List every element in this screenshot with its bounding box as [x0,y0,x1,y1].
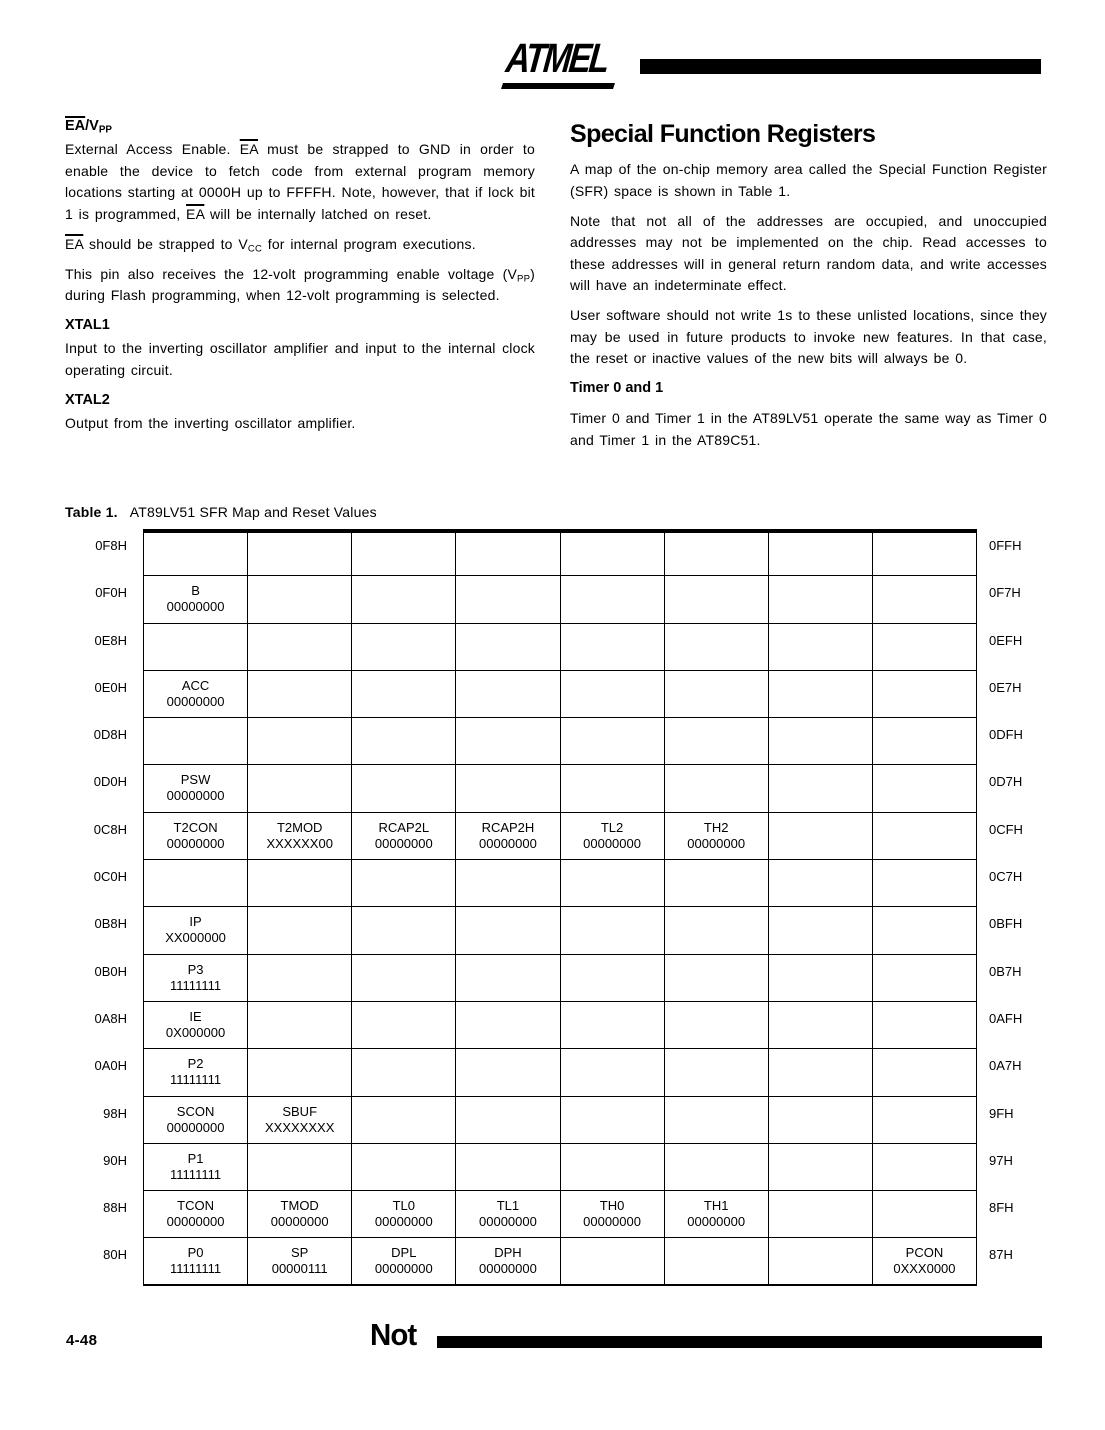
table-row [59,860,1023,907]
sfr-cell [144,813,248,859]
sfr-cell [873,1238,976,1283]
row-cells [143,907,977,954]
sfr-cell-empty [456,955,560,1001]
sfr-cell-empty [769,1238,873,1283]
sfr-cell-empty [769,1144,873,1190]
sfr-register-name: DPH [494,1245,522,1261]
sfr-cell-empty [873,533,976,575]
atmel-logo-text: ATMEL [503,35,610,81]
table-row [59,671,1023,718]
sfr-cell-empty [561,1097,665,1143]
sfr-cell-empty [352,860,456,906]
sfr-reset-value: 00000000 [687,835,746,851]
row-cells [143,1191,977,1238]
atmel-logo-underline [501,83,615,89]
footer-partial-text: Not [370,1317,417,1352]
row-cells [143,529,977,576]
sfr-register-name: TL0 [392,1198,416,1214]
row-address-left: 0E8H [94,632,127,648]
row-address-right: 0DFH [989,727,1023,743]
sfr-cell-empty [352,533,456,575]
row-cells [143,955,977,1002]
sfr-register-name: P1 [187,1150,204,1166]
paragraph: External Access Enable. $\overline{EA}$ must be strapped to GND in order to enable the device to fetch code from external program memory locations starting at 0000H up to FFFFH. Note, however, that if lock bit 1 is programmed, $\overline{EA}$ will be internally latched on reset. [65,141,535,222]
sfr-reset-value: 00000000 [166,599,225,615]
row-cells [143,765,977,812]
row-cells [143,1238,977,1285]
table-row [59,1191,1023,1238]
sfr-cell [144,1191,248,1237]
sfr-cell-empty [456,1049,560,1095]
sfr-cell [248,1097,352,1143]
heading-xtal1: XTAL1 [65,317,110,333]
sfr-cell-empty [561,576,665,622]
paragraph: Input to the inverting oscillator amplifier and input to the internal clock operating circuit. [65,340,535,378]
sfr-cell-empty [561,624,665,670]
sfr-cell-empty [248,624,352,670]
sfr-cell-empty [665,1049,769,1095]
row-cells [143,1097,977,1144]
sfr-reset-value: 11111111 [170,1072,222,1088]
sfr-cell-empty [248,576,352,622]
sfr-reset-value: XXXXXX00 [266,835,333,851]
sfr-cell-empty [456,1144,560,1190]
sfr-cell-empty [248,765,352,811]
table-row [59,1238,1023,1285]
section-title: Special Function Registers [570,120,876,148]
subsection-title: Timer 0 and 1 [570,380,664,396]
sfr-reset-value: 00000000 [479,835,537,851]
row-cells [143,624,977,671]
sfr-register-name: TCON [177,1198,214,1214]
sfr-cell [248,813,352,859]
sfr-cell-empty [665,860,769,906]
sfr-cell-empty [769,671,873,717]
row-cells [143,718,977,765]
sfr-cell [144,907,248,953]
sfr-reset-value: 11111111 [170,1261,222,1277]
sfr-register-name: B [191,583,200,599]
row-address-left: 0C0H [93,869,127,885]
sfr-cell-empty [769,765,873,811]
sfr-reset-value: 00000000 [479,1261,537,1277]
sfr-cell-empty [665,624,769,670]
sfr-cell-empty [561,1002,665,1048]
row-address-left: 90H [103,1152,127,1168]
sfr-cell-empty [769,860,873,906]
sfr-cell [456,1238,560,1283]
paragraph: Output from the inverting oscillator amplifier. [65,414,356,431]
sfr-reset-value: 00000000 [166,835,225,851]
row-cells [143,1002,977,1049]
sfr-cell-empty [456,533,560,575]
sfr-cell [248,1238,352,1283]
sfr-cell [248,1191,352,1237]
sfr-register-name: SCON [176,1103,215,1119]
sfr-cell-empty [456,624,560,670]
paragraph: This pin also receives the 12-volt programming enable voltage $(V_{PP})$ during Flash programming, when 12-volt programming is selected. [65,265,535,303]
heading-ea-vpp: $EA/V_{PP}$ [65,118,112,136]
sfr-cell-empty [352,1097,456,1143]
sfr-cell-empty [144,533,248,575]
sfr-cell-empty [873,765,976,811]
sfr-map-table [59,529,1023,1286]
row-address-left: 0B8H [94,916,127,932]
row-address-right: 0FFH [989,538,1022,553]
sfr-cell [352,1191,456,1237]
sfr-register-name: TMOD [280,1198,319,1214]
sfr-cell-empty [665,907,769,953]
sfr-reset-value: 0X000000 [165,1024,226,1040]
table-caption-text: AT89LV51 SFR Map and Reset Values [129,504,377,520]
sfr-cell-empty [665,1002,769,1048]
sfr-reset-value: 00000000 [166,788,225,804]
sfr-register-name: PSW [180,772,211,788]
sfr-cell-empty [248,533,352,575]
row-address-right: 8FH [989,1200,1014,1216]
sfr-cell-empty [456,907,560,953]
row-address-left: 0D8H [93,727,127,743]
sfr-reset-value: 00000000 [479,1214,537,1230]
sfr-register-name: PCON [905,1245,944,1261]
sfr-register-name: SP [291,1245,309,1261]
table-row [59,718,1023,765]
sfr-register-name: P2 [187,1056,204,1072]
sfr-register-name: ACC [181,677,210,693]
sfr-cell-empty [248,955,352,1001]
sfr-cell-empty [873,576,976,622]
sfr-cell-empty [561,718,665,764]
row-address-right: 97H [989,1152,1013,1168]
paragraph: $\overline{EA}$ should be strapped to $V_{CC}$ for internal program executions. [65,235,476,254]
row-cells [143,860,977,907]
sfr-reset-value: 00000000 [166,1214,225,1230]
table-caption-label: Table 1. [65,504,118,520]
sfr-cell [144,671,248,717]
row-address-left: 0F0H [95,585,127,601]
header-rule [640,59,1041,74]
sfr-cell-empty [665,1144,769,1190]
sfr-reset-value: 00000000 [583,1214,641,1230]
table-row [59,955,1023,1002]
sfr-register-name: TH2 [703,819,729,835]
sfr-reset-value: 11111111 [170,977,222,993]
sfr-cell [665,1191,769,1237]
sfr-cell-empty [352,1002,456,1048]
sfr-reset-value: 00000000 [374,1261,433,1277]
row-address-right: 0CFH [989,821,1023,837]
sfr-cell-empty [561,533,665,575]
sfr-cell-empty [769,1049,873,1095]
sfr-cell-empty [873,860,976,906]
sfr-cell-empty [665,533,769,575]
sfr-cell-empty [665,576,769,622]
sfr-register-name: T2CON [173,819,218,835]
sfr-cell-empty [873,1049,976,1095]
sfr-register-name: TH1 [703,1198,729,1214]
sfr-cell [144,765,248,811]
row-address-right: 0A7H [989,1058,1022,1074]
table-row [59,1049,1023,1096]
table-row [59,813,1023,860]
sfr-register-name: TL1 [496,1198,520,1214]
heading-xtal2: XTAL2 [65,391,110,408]
table-row [59,765,1023,812]
sfr-cell-empty [456,671,560,717]
page-number: 4-48 [66,1332,98,1349]
row-address-right: 0B7H [989,963,1022,979]
sfr-cell-empty [665,955,769,1001]
row-address-right: 0F7H [989,585,1021,601]
row-address-left: 0A8H [94,1010,127,1026]
sfr-cell-empty [352,1144,456,1190]
sfr-register-name: T2MOD [276,819,323,835]
sfr-cell-empty [352,671,456,717]
sfr-register-name: RCAP2H [481,819,535,835]
sfr-reset-value: 00000111 [271,1261,328,1277]
sfr-cell [144,1144,248,1190]
sfr-cell-empty [873,624,976,670]
sfr-register-name: SBUF [282,1103,318,1119]
paragraph: A map of the on-chip memory area called the Special Function Register (SFR) space is shown in Table 1. [570,161,1047,199]
sfr-cell-empty [769,576,873,622]
left-column [65,116,535,443]
sfr-cell-empty [561,1144,665,1190]
sfr-reset-value: XX000000 [165,930,226,946]
table-row [59,1097,1023,1144]
row-address-right: 0E7H [989,679,1022,695]
sfr-cell-empty [456,576,560,622]
row-address-right: 9FH [989,1105,1014,1121]
paragraph: Note that not all of the addresses are occupied, and unoccupied addresses may not be implemented on the chip. Read accesses to these addresses will in general return random data, and write accesses will have an indeterminate effect. [570,212,1047,293]
row-address-left: 0F8H [95,538,127,553]
sfr-cell-empty [352,765,456,811]
sfr-cell-empty [873,1002,976,1048]
sfr-cell-empty [248,1144,352,1190]
sfr-register-name: TH0 [599,1198,625,1214]
row-address-left: 88H [103,1200,127,1216]
sfr-cell-empty [873,671,976,717]
sfr-cell-empty [352,576,456,622]
row-address-left: 0E0H [94,679,127,695]
sfr-cell-empty [873,813,976,859]
sfr-cell-empty [873,1191,976,1237]
sfr-cell [144,1238,248,1283]
sfr-reset-value: 00000000 [374,835,433,851]
sfr-cell-empty [665,718,769,764]
sfr-cell-empty [248,907,352,953]
sfr-register-name: IE [189,1008,202,1024]
sfr-cell-empty [248,1049,352,1095]
sfr-reset-value: 00000000 [583,835,641,851]
sfr-cell-empty [248,671,352,717]
sfr-cell [144,1002,248,1048]
row-address-left: 80H [103,1247,127,1263]
sfr-cell-empty [561,671,665,717]
sfr-register-name: RCAP2L [378,819,430,835]
sfr-cell-empty [144,718,248,764]
right-column-subparagraphs [570,408,1047,451]
row-address-left: 0A0H [94,1058,127,1074]
sfr-cell-empty [456,765,560,811]
sfr-cell-empty [561,765,665,811]
sfr-cell-empty [769,1191,873,1237]
sfr-reset-value: 11111111 [170,1166,222,1182]
sfr-cell-empty [561,860,665,906]
sfr-cell-empty [352,907,456,953]
table-row [59,576,1023,623]
paragraph: User software should not write 1s to these unlisted locations, since they may be used in future products to invoke new features. In that case, the reset or inactive values of the new bits will always be 0. [570,307,1047,366]
sfr-cell-empty [561,907,665,953]
sfr-cell-empty [769,955,873,1001]
sfr-cell-empty [456,1097,560,1143]
row-address-left: 0D0H [93,774,127,790]
sfr-reset-value: 00000000 [374,1214,433,1230]
sfr-register-name: IP [189,914,202,930]
right-column [570,120,1047,460]
sfr-cell-empty [769,624,873,670]
sfr-cell [561,1191,665,1237]
sfr-register-name: DPL [391,1245,417,1261]
sfr-cell-empty [248,1002,352,1048]
sfr-cell [561,813,665,859]
row-address-right: 87H [989,1247,1013,1263]
row-address-right: 0BFH [989,916,1023,932]
sfr-cell-empty [873,718,976,764]
sfr-cell [352,813,456,859]
sfr-cell-empty [561,1238,665,1283]
sfr-cell-empty [144,624,248,670]
sfr-cell [144,1049,248,1095]
sfr-cell [144,1097,248,1143]
paragraph: Timer 0 and Timer 1 in the AT89LV51 operate the same way as Timer 0 and Timer 1 in the AT89C51. [570,410,1047,448]
right-column-paragraphs [570,159,1047,370]
sfr-reset-value: 00000000 [166,1119,225,1135]
row-cells [143,813,977,860]
sfr-cell-empty [769,1002,873,1048]
sfr-cell-empty [769,813,873,859]
sfr-cell-empty [352,1049,456,1095]
sfr-register-name: TL2 [600,819,624,835]
sfr-cell-empty [248,718,352,764]
sfr-reset-value: 00000000 [687,1214,746,1230]
sfr-cell-empty [665,1238,769,1283]
sfr-cell [456,813,560,859]
table-row [59,1144,1023,1191]
sfr-cell [665,813,769,859]
atmel-logo [504,36,624,96]
row-address-left: 0C8H [93,821,127,837]
row-address-left: 98H [103,1105,127,1121]
table-row [59,529,1023,576]
sfr-cell-empty [769,533,873,575]
row-address-right: 0D7H [989,774,1023,790]
sfr-reset-value: 00000000 [166,693,225,709]
sfr-cell-empty [248,860,352,906]
sfr-cell-empty [769,1097,873,1143]
sfr-cell-empty [873,955,976,1001]
table-caption [65,504,377,520]
sfr-cell-empty [352,718,456,764]
sfr-cell-empty [769,718,873,764]
table-row [59,1002,1023,1049]
row-cells [143,671,977,718]
sfr-cell-empty [561,1049,665,1095]
sfr-cell-empty [665,671,769,717]
sfr-cell [144,955,248,1001]
sfr-cell-empty [561,955,665,1001]
table-row [59,624,1023,671]
sfr-cell-empty [352,624,456,670]
table-row [59,907,1023,954]
sfr-reset-value: 0XXX0000 [893,1261,956,1277]
row-cells [143,1144,977,1191]
sfr-cell-empty [456,1002,560,1048]
sfr-cell [144,576,248,622]
row-address-right: 0EFH [989,632,1023,648]
row-address-right: 0C7H [989,869,1023,885]
sfr-cell-empty [769,907,873,953]
row-address-right: 0AFH [989,1010,1023,1026]
row-cells [143,576,977,623]
sfr-cell-empty [352,955,456,1001]
sfr-cell-empty [144,860,248,906]
sfr-cell-empty [456,718,560,764]
sfr-cell-empty [665,1097,769,1143]
sfr-cell-empty [665,765,769,811]
sfr-cell [352,1238,456,1283]
sfr-cell-empty [873,1097,976,1143]
sfr-cell-empty [456,860,560,906]
sfr-cell-empty [873,1144,976,1190]
row-cells [143,1049,977,1096]
sfr-reset-value: 00000000 [270,1214,329,1230]
footer-rule [437,1336,1042,1348]
sfr-register-name: P3 [187,961,204,977]
row-address-left: 0B0H [94,963,127,979]
sfr-reset-value: XXXXXXXX [265,1119,335,1135]
sfr-cell [456,1191,560,1237]
sfr-register-name: P0 [187,1245,204,1261]
sfr-cell-empty [873,907,976,953]
